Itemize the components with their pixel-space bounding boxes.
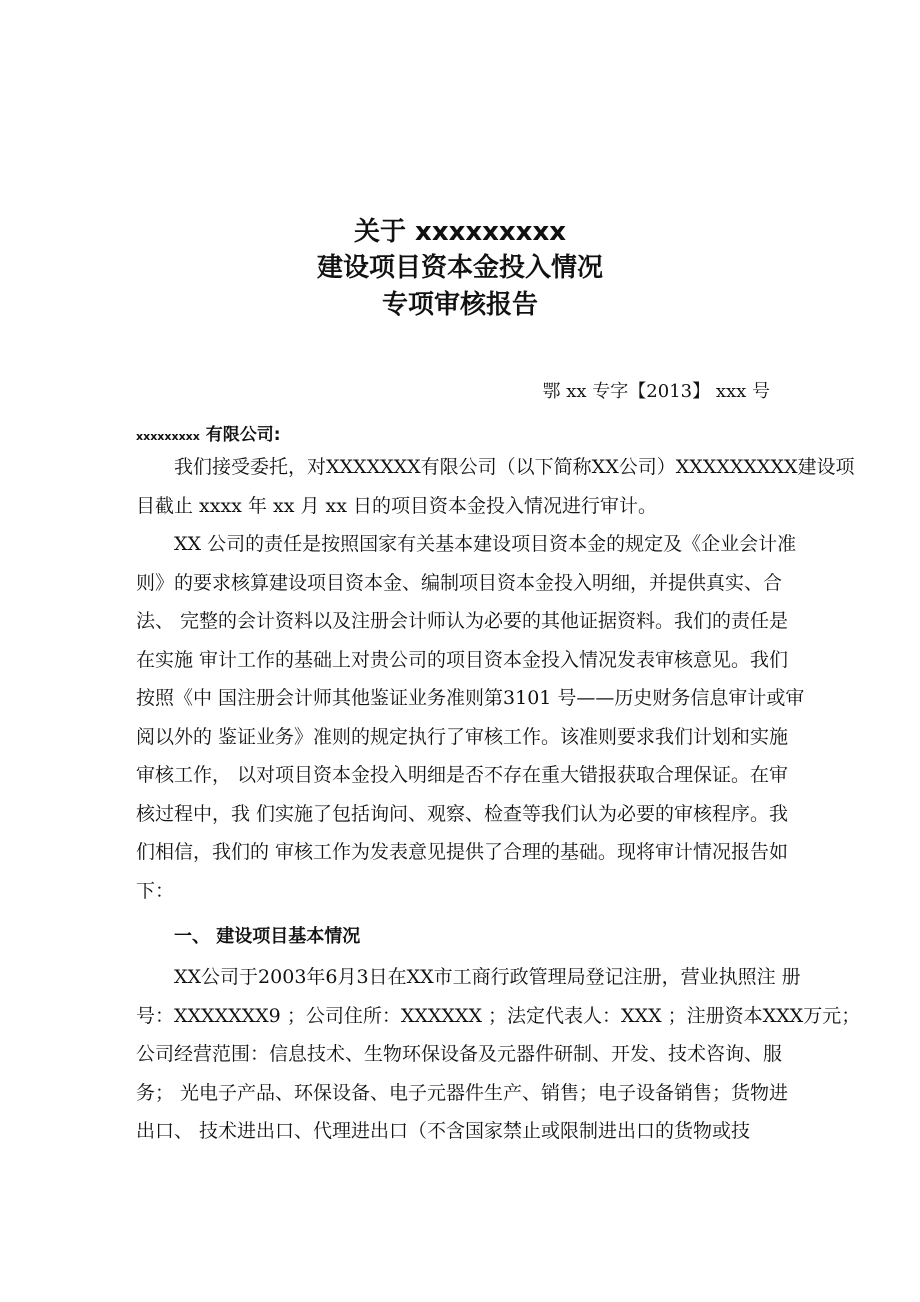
paragraph-line: 们相信，我们的 审核工作为发表意见提供了合理的基础。现将审计情况报告如 (136, 841, 789, 863)
addressee (136, 423, 281, 449)
paragraph-line: 核过程中，我 们实施了包括询问、观察、检查等我们认为必要的审核程序。我 (136, 803, 789, 825)
title-line-3: 专项审核报告 (381, 290, 538, 320)
paragraph-line: 公司经营范围：信息技术、生物环保设备及元器件研制、开发、技术咨询、服 (136, 1043, 783, 1065)
paragraph-line: 出口、 技术进出口、代理进出口（不含国家禁止或限制进出口的货物或技 (136, 1120, 751, 1142)
paragraph-line: 审核工作， 以对项目资本金投入明细是否不存在重大错报获取合理保证。在审 (136, 764, 789, 786)
paragraph-line: XX 公司的责任是按照国家有关基本建设项目资本金的规定及《企业会计准 (174, 533, 797, 555)
paragraph-line: 目截止 xxxx 年 xx 月 xx 日的项目资本金投入情况进行审计。 (136, 495, 657, 517)
paragraph-line: 阅以外的 鉴证业务》准则的规定执行了审核工作。该准则要求我们计划和实施 (136, 726, 789, 748)
section-heading: 一、 建设项目基本情况 (174, 926, 361, 947)
paragraph-line: 号：XXXXXXX9 ；公司住所：XXXXXX ；法定代表人：XXX ；注册资本XXX万元； (136, 1005, 861, 1027)
paragraph-line: 则》的要求核算建设项目资本金、编制项目资本金投入明细，并提供真实、合 (136, 572, 783, 594)
addressee-prefix: xxxxxxxxx (136, 430, 200, 443)
paragraph-line: 按照《中 国注册会计师其他鉴证业务准则第3101 号——历史财务信息审计或审 (136, 687, 805, 709)
paragraph-line: XX公司于2003年6月3日在XX市工商行政管理局登记注册，营业执照注 册 (174, 966, 801, 988)
paragraph-line: 法、 完整的会计资料以及注册会计师认为必要的其他证据资料。我们的责任是 (136, 610, 789, 632)
addressee-name: 有限公司: (205, 425, 281, 445)
reference-number: 鄂 xx 专字【2013】 xxx 号 (542, 381, 770, 402)
paragraph-line: 在实施 审计工作的基础上对贵公司的项目资本金投入情况发表审核意见。我们 (136, 649, 789, 671)
title-line-1: 关于 xxxxxxxxx (354, 217, 566, 247)
paragraph-line: 我们接受委托，对XXXXXXX有限公司（以下简称XX公司）XXXXXXXXX建设项 (174, 456, 855, 478)
title-line-2: 建设项目资本金投入情况 (316, 253, 603, 283)
paragraph-line: 务； 光电子产品、环保设备、电子元器件生产、销售；电子设备销售；货物进 (136, 1082, 789, 1104)
paragraph-line: 下： (136, 880, 175, 902)
